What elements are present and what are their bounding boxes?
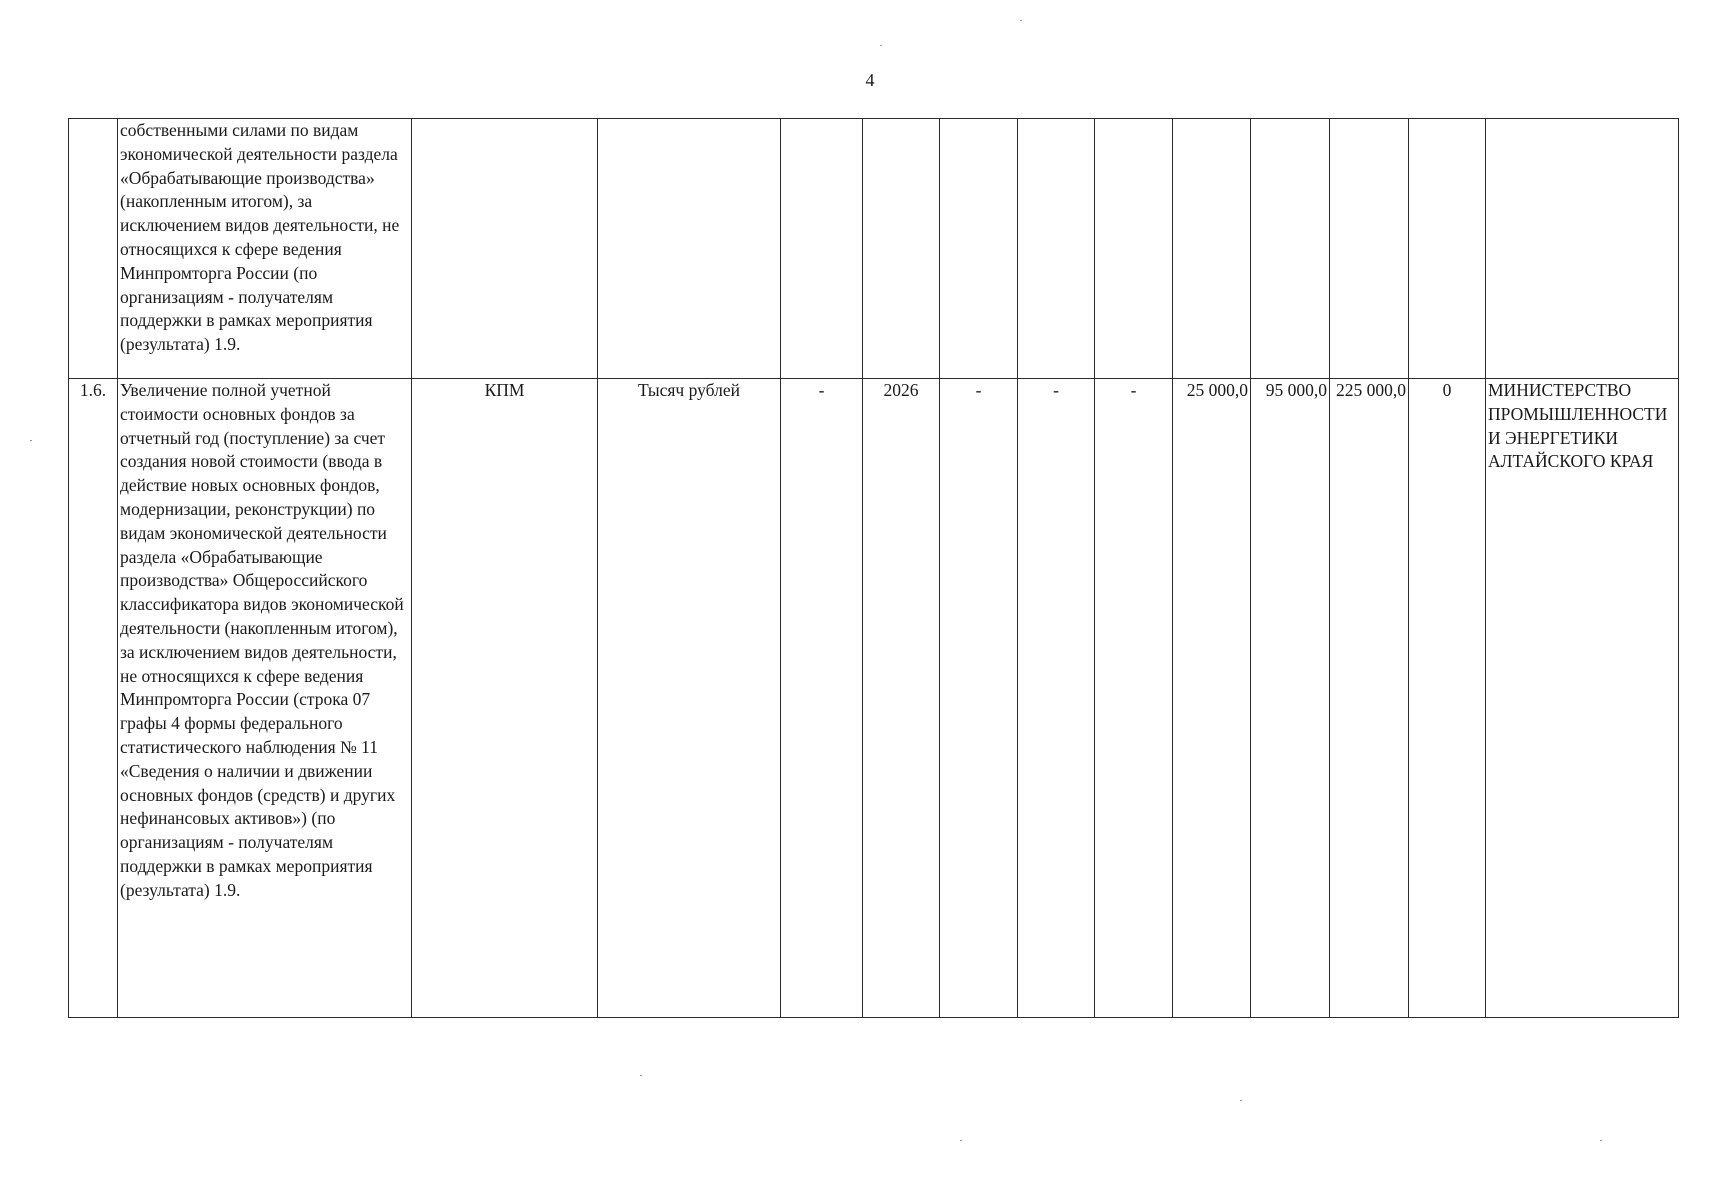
scan-speck xyxy=(1600,1140,1602,1141)
value-cell xyxy=(940,119,1018,379)
indicators-table xyxy=(68,118,1679,1018)
indicator-level: КПМ xyxy=(412,379,598,1018)
row-number xyxy=(69,119,118,379)
indicator-name: собственными силами по видам экономической деятельности раздела «Обрабатывающие производства» (накопленным итогом), за исключением видов деятельности, не относящихся к сфере ведения Минпромторга России (по организациям - получателям поддержки в рамках мероприятия (результата) 1.9. xyxy=(118,119,412,379)
base-value xyxy=(781,119,863,379)
unit-of-measure: Тысяч рублей xyxy=(598,379,781,1018)
value-cell: - xyxy=(940,379,1018,1018)
scan-speck xyxy=(960,1140,962,1141)
value-cell: - xyxy=(1018,379,1095,1018)
value-cell: - xyxy=(1095,379,1173,1018)
value-cell: 95 000,0 xyxy=(1251,379,1330,1018)
value-cell xyxy=(1330,119,1409,379)
table-row xyxy=(69,119,1679,379)
value-cell xyxy=(1409,119,1486,379)
responsible-body xyxy=(1486,119,1679,379)
indicator-name: Увеличение полной учетной стоимости основных фондов за отчетный год (поступление) за счет создания новой стоимости (ввода в действие новых основных фондов, модернизации, реконструкции) по видам экономической деятельности раздела «Обрабатывающие производства» Общероссийского классификатора видов экономической деятельности (накопленным итогом), за исключением видов деятельности, не относящихся к сфере ведения Минпромторга России (строка 07 графы 4 формы федерального статистического наблюдения № 11 «Сведения о наличии и движении основных фондов (средств) и других нефинансовых активов») (по организациям - получателям поддержки в рамках мероприятия (результата) 1.9. xyxy=(118,379,412,1018)
indicator-level xyxy=(412,119,598,379)
value-cell xyxy=(1018,119,1095,379)
scan-speck xyxy=(640,1075,642,1076)
scan-speck xyxy=(880,45,882,46)
table-row xyxy=(69,379,1679,1018)
value-cell: 0 xyxy=(1409,379,1486,1018)
value-cell xyxy=(1251,119,1330,379)
scan-speck xyxy=(1240,1100,1242,1101)
value-cell: 25 000,0 xyxy=(1173,379,1251,1018)
responsible-body: МИНИСТЕРСТВО ПРОМЫШЛЕННОСТИ И ЭНЕРГЕТИКИ АЛТАЙСКОГО КРАЯ xyxy=(1486,379,1679,1018)
base-year: 2026 xyxy=(863,379,940,1018)
value-cell xyxy=(1095,119,1173,379)
base-value: - xyxy=(781,379,863,1018)
page-number: 4 xyxy=(865,70,875,90)
unit-of-measure xyxy=(598,119,781,379)
row-number: 1.6. xyxy=(69,379,118,1018)
value-cell xyxy=(1173,119,1251,379)
base-year xyxy=(863,119,940,379)
scan-speck xyxy=(1020,20,1022,21)
scan-speck xyxy=(30,440,32,441)
value-cell: 225 000,0 xyxy=(1330,379,1409,1018)
